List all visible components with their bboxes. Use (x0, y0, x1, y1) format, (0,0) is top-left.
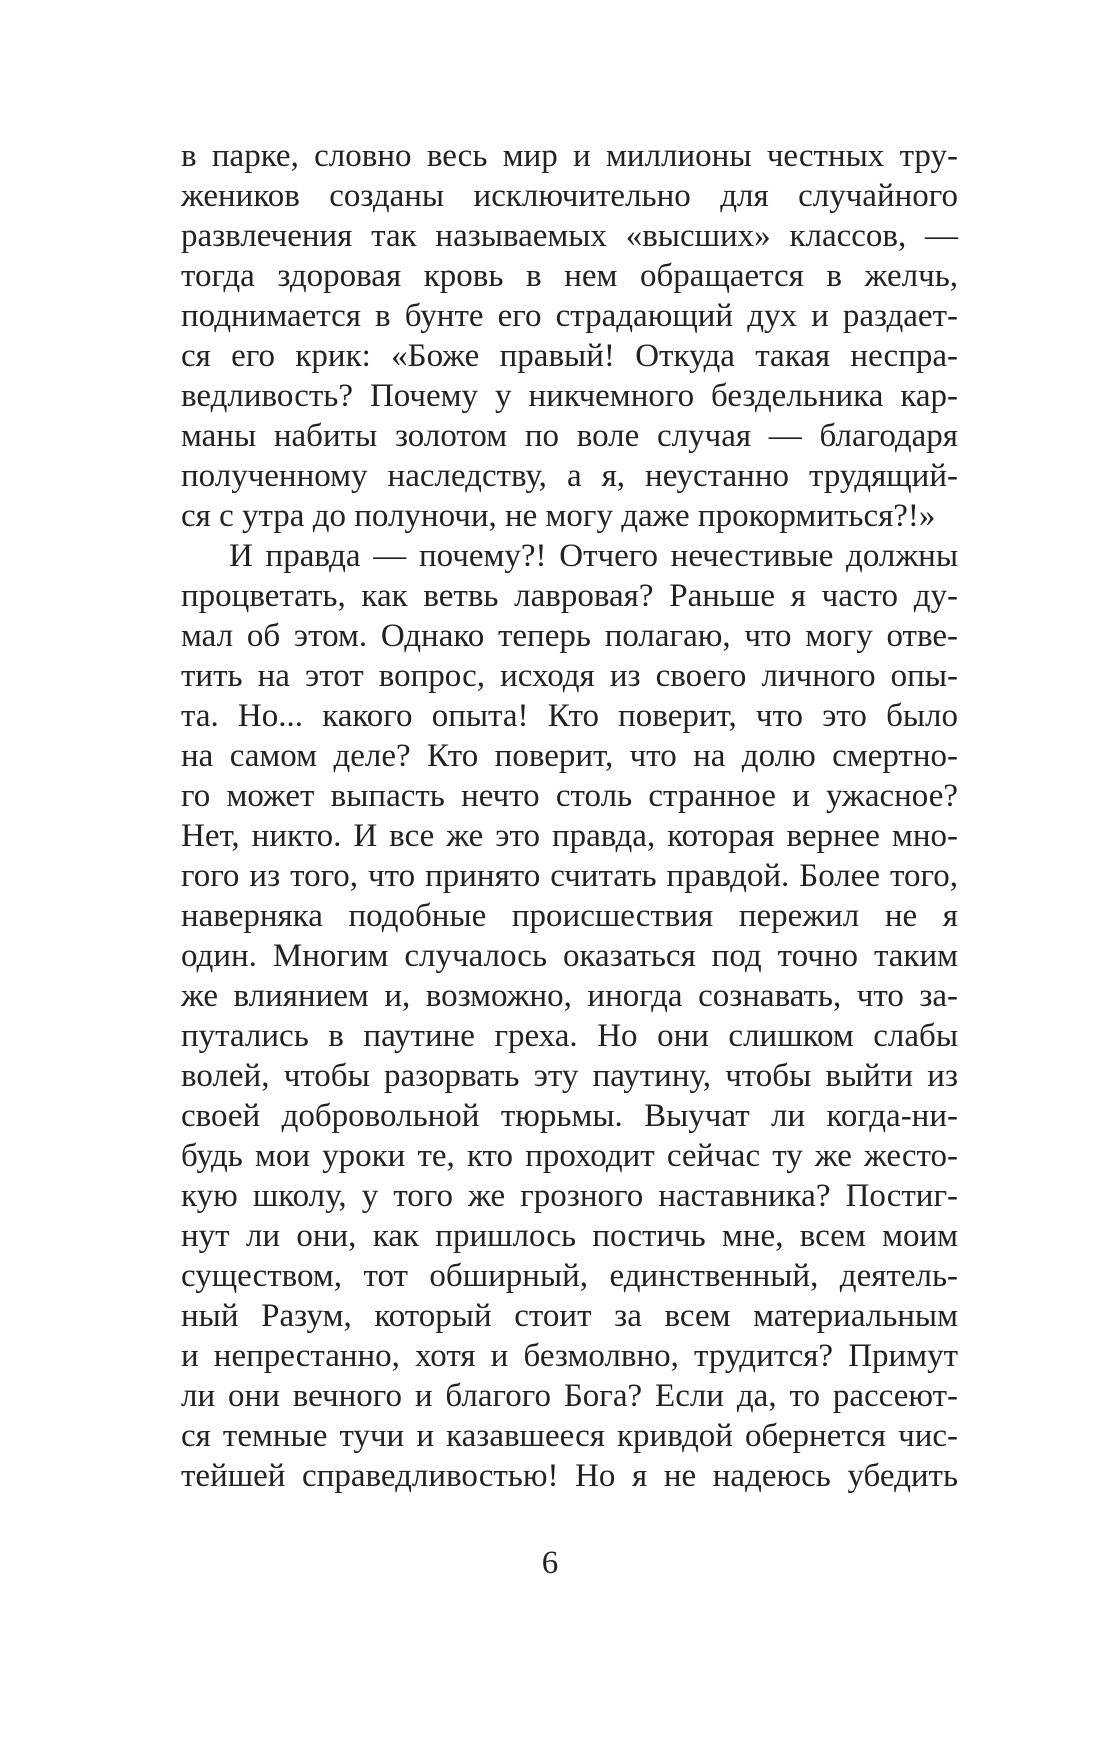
text-line: на самом деле? Кто поверит, что на долю смертно- (181, 738, 958, 774)
text-line: маны набиты золотом по воле случая — благодаря (181, 418, 958, 454)
text-line: кую школу, у того же грозного наставника? Постиг- (181, 1178, 958, 1214)
paragraph-end-line: ся с утра до полуночи, не могу даже прокормиться?!» (181, 498, 936, 534)
text-line: наверняка подобные происшествия пережил не я (181, 898, 958, 934)
text-line: полученному наследству, а я, неустанно трудящий- (181, 458, 958, 494)
text-line: Нет, никто. И все же это правда, которая вернее мно- (181, 818, 958, 854)
text-line: ли они вечного и благого Бога? Если да, то рассеют- (181, 1378, 958, 1414)
text-line: процветать, как ветвь лавровая? Раньше я часто ду- (181, 578, 958, 614)
text-line: ся его крик: «Боже правый! Откуда такая неспра- (181, 338, 958, 374)
text-line: путались в паутине греха. Но они слишком слабы (181, 1018, 958, 1054)
text-line: ся темные тучи и казавшееся кривдой обернется чис- (181, 1418, 958, 1454)
text-line: будь мои уроки те, кто проходит сейчас ту же жесто- (181, 1138, 958, 1174)
text-line: тить на этот вопрос, исходя из своего личного опы- (181, 658, 958, 694)
text-line: и непрестанно, хотя и безмолвно, трудится? Примут (181, 1338, 958, 1374)
text-line: та. Но... какого опыта! Кто поверит, что это было (181, 698, 958, 734)
text-line: развлечения так называемых «высших» классов, — (181, 218, 958, 254)
text-line: ный Разум, который стоит за всем материальным (181, 1298, 958, 1334)
text-line: жеников созданы исключительно для случайного (181, 178, 958, 214)
text-line: существом, тот обширный, единственный, деятель- (181, 1258, 958, 1294)
text-line: тогда здоровая кровь в нем обращается в желчь, (181, 258, 958, 294)
text-line: своей добровольной тюрьмы. Выучат ли когда-ни- (181, 1098, 958, 1134)
text-line: тейшей справедливостью! Но я не надеюсь убедить (181, 1458, 958, 1494)
text-line: волей, чтобы разорвать эту паутину, чтобы выйти из (181, 1058, 958, 1094)
text-line: же влиянием и, возможно, иногда сознавать, что за- (181, 978, 958, 1014)
text-line: ведливость? Почему у никчемного бездельника кар- (181, 378, 958, 414)
page-number: 6 (541, 1545, 559, 1581)
paragraph-first-line: И правда — почему?! Отчего нечестивые должны (229, 538, 958, 574)
text-line: нут ли они, как пришлось постичь мне, всем моим (181, 1218, 958, 1254)
text-line: поднимается в бунте его страдающий дух и раздает- (181, 298, 958, 334)
text-line: го может выпасть нечто столь странное и ужасное? (181, 778, 958, 814)
text-line: в парке, словно весь мир и миллионы честных тру- (181, 138, 958, 174)
text-line: мал об этом. Однако теперь полагаю, что могу отве- (181, 618, 958, 654)
text-line: один. Многим случалось оказаться под точно таким (181, 938, 958, 974)
text-line: гого из того, что принято считать правдой. Более того, (181, 858, 958, 894)
body-text (181, 136, 958, 1496)
